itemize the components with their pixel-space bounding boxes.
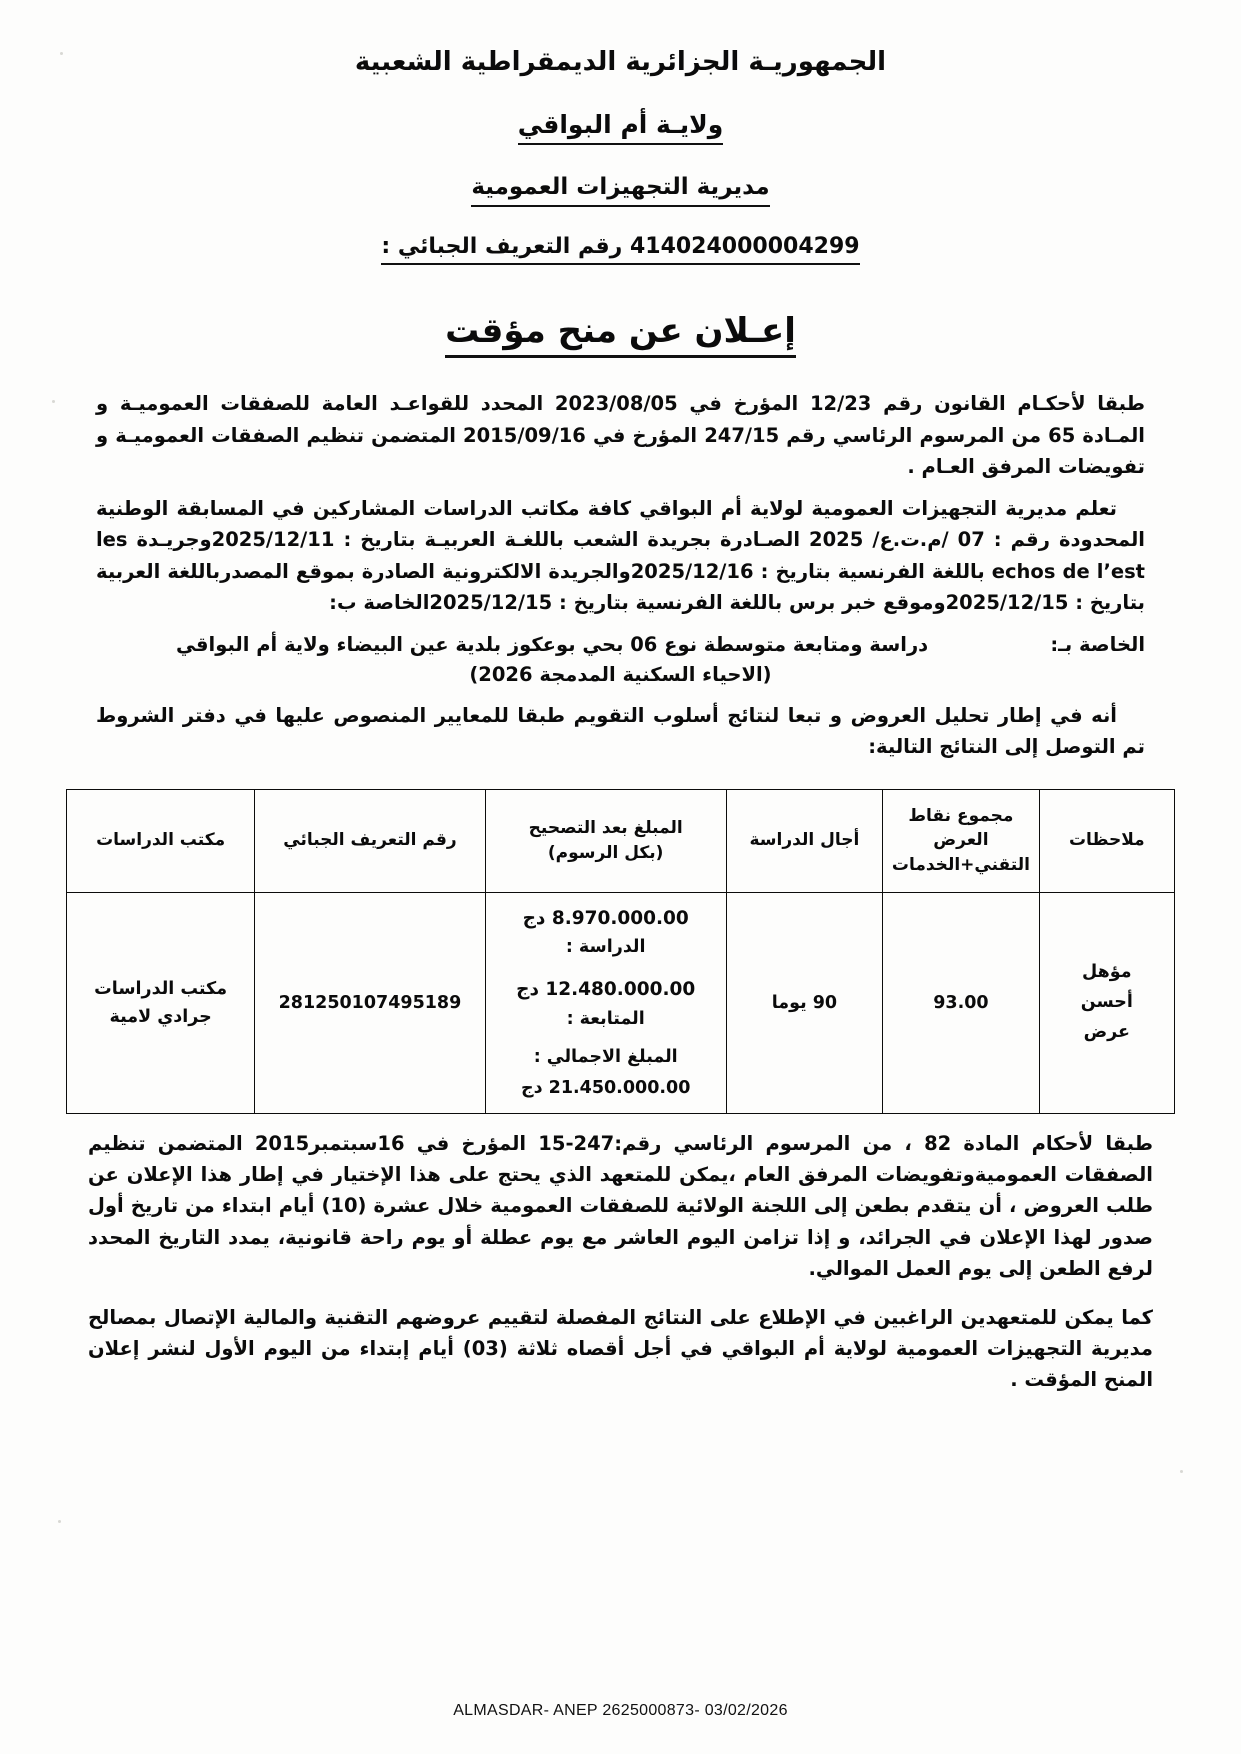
tax-id-group — [381, 233, 859, 266]
scan-speckle — [58, 1520, 61, 1523]
announcement-title-text: إعـلان عن منح مؤقت — [445, 311, 796, 358]
subject-note: (الاحياء السكنية المدمجة 2026) — [469, 662, 772, 686]
spacer — [96, 485, 1145, 493]
amount-followup-value: 12.480.000.00 دج — [516, 979, 696, 1001]
header-points-l3: التقني+الخدمات — [891, 855, 1030, 876]
document-body — [0, 388, 1241, 763]
wilaya-title — [0, 109, 1241, 145]
results-table-body — [67, 892, 1175, 1113]
spacer — [96, 621, 1145, 629]
appeal-paragraph: طبقا لأحكام المادة 82 ، من المرسوم الرئاسي رقم:247-15 المؤرخ في 16سبتمبر2015 المتضمن تنظيم الصفقات العموميةوتفويضات المرفق العام ،يمكن للمتعهد الذي يحتج على هذا الإختيار في إطار هذا الإعلان عن طلب العروض ، أن يتقدم بطعن إلى اللجنة الولائية للصفقات العمومية خلال عشرة (10) أيام ابتداء من تاريخ أول صدور لهذا الإعلان في الجرائد، و إذا تزامن اليوم العاشر مع يوم عطلة أو يوم راحة قانونية، يمدد التاريخ المحدد لرفع الطعن إلى يوم العمل الموالي. — [88, 1131, 1154, 1280]
scan-speckle — [60, 52, 63, 55]
cell-points: 93.00 — [883, 892, 1039, 1113]
amount-study — [490, 904, 722, 962]
results-table-head — [67, 789, 1175, 892]
cell-delay: 90 يوما — [726, 892, 882, 1113]
cell-note-l1: مؤهل — [1082, 962, 1132, 983]
header-amount-l1: المبلغ بعد التصحيح — [528, 818, 683, 839]
document-header — [0, 0, 1241, 265]
cell-office: مكتب الدراسات جرادي لامية — [67, 892, 255, 1113]
results-table-wrapper — [0, 789, 1241, 1114]
tax-id-label: رقم التعريف الجبائي : — [381, 233, 623, 259]
directorate-title — [0, 173, 1241, 207]
header-tax-id: رقم التعريف الجبائي — [255, 789, 485, 892]
table-row — [67, 892, 1175, 1113]
scan-speckle — [52, 400, 55, 403]
header-amount-l2: (بكل الرسوم) — [547, 842, 664, 863]
amount-followup — [490, 975, 722, 1033]
tax-id-line — [0, 233, 1241, 266]
cell-note-l3: عرض — [1083, 1021, 1131, 1042]
spacer — [96, 692, 1145, 700]
announcement-title — [0, 311, 1241, 358]
results-table — [66, 789, 1175, 1114]
directorate-title-text: مديرية التجهيزات العمومية — [471, 173, 769, 207]
amount-study-value: 8.970.000.00 دج — [522, 907, 689, 929]
amount-study-label: الدراسة : — [565, 937, 646, 958]
cell-note-l2: أحسن — [1080, 992, 1133, 1012]
page-footer: ALMASDAR- ANEP 2625000873- 03/02/2026 — [453, 1702, 788, 1719]
tax-id-number: 414024000004299 — [629, 233, 860, 259]
header-points — [883, 789, 1039, 892]
notice-paragraph: تعلم مديرية التجهيزات العمومية لولاية أم البواقي كافة مكاتب الدراسات المشاركين في المسابقة الوطنية المحدودة رقم : 07 /م.ت.ع/ 2025 الصـادرة بجريدة الشعب باللغـة العربيـة بتاريخ : 2025/12/11وجريـدة les echos de l’est باللغة الفرنسية بتاريخ : 2025/12/16والجريدة الالكترونية الصادرة بموقع المصدرباللغة العربية بتاريخ : 2025/12/15وموقع خبر برس باللغة الفرنسية بتاريخ : 2025/12/15الخاصة ب: — [96, 496, 1146, 615]
cell-tax-id: 281250107495189 — [255, 892, 485, 1113]
cell-notes — [1039, 892, 1174, 1113]
consultation-paragraph: كما يمكن للمتعهدين الراغبين في الإطلاع على النتائج المفصلة لتقييم عروضهم التقنية والمالية الإتصال بمصالح مديرية التجهيزات العمومية لولاية أم البواقي في أجل أقصاه ثلاثة (03) أيام إبتداء من اليوم الأول لنشر إعلان المنح المؤقت . — [88, 1305, 1153, 1392]
cell-amount — [485, 892, 726, 1113]
header-amount — [485, 789, 726, 892]
header-office: مكتب الدراسات — [67, 789, 255, 892]
subject-label: الخاصة بـ: — [1050, 633, 1145, 657]
republic-title: الجمهوريـة الجزائرية الديمقراطية الشعبية — [354, 47, 887, 77]
header-points-l1: مجموع نقاط — [908, 805, 1014, 826]
amount-total-value: 21.450.000.00 دج — [520, 1077, 691, 1098]
scan-speckle — [1180, 1470, 1183, 1473]
amount-total-label: المبلغ الاجمالي : — [533, 1046, 678, 1067]
legal-basis-paragraph: طبقا لأحكـام القانون رقم 12/23 المؤرخ في 2023/08/05 المحدد للقواعـد العامة للصفقات العموميـة و المـادة 65 من المرسوم الرئاسي رقم 247/15 المؤرخ في 2015/09/16 المتضمن تنظيم الصفقات العموميـة و تفويضات المرفق العـام . — [96, 392, 1145, 479]
amount-followup-label: المتابعة : — [566, 1008, 645, 1029]
wilaya-title-text: ولايـة أم البواقي — [518, 109, 724, 145]
subject-line — [96, 629, 1145, 661]
table-header-row — [67, 789, 1175, 892]
evaluation-paragraph: أنه في إطار تحليل العروض و تبعا لنتائج أسلوب التقويم طبقا للمعايير المنصوص عليها في دفتر الشروط تم التوصل إلى النتائج التالية: — [96, 703, 1145, 759]
subject-text: دراسة ومتابعة متوسطة نوع 06 بحي بوعكوز بلدية عين البيضاء ولاية أم البواقي — [176, 633, 929, 657]
header-delay: أجال الدراسة — [726, 789, 882, 892]
header-notes: ملاحظات — [1039, 789, 1174, 892]
header-points-l2: العرض — [933, 830, 989, 851]
appeal-section — [0, 1114, 1241, 1396]
